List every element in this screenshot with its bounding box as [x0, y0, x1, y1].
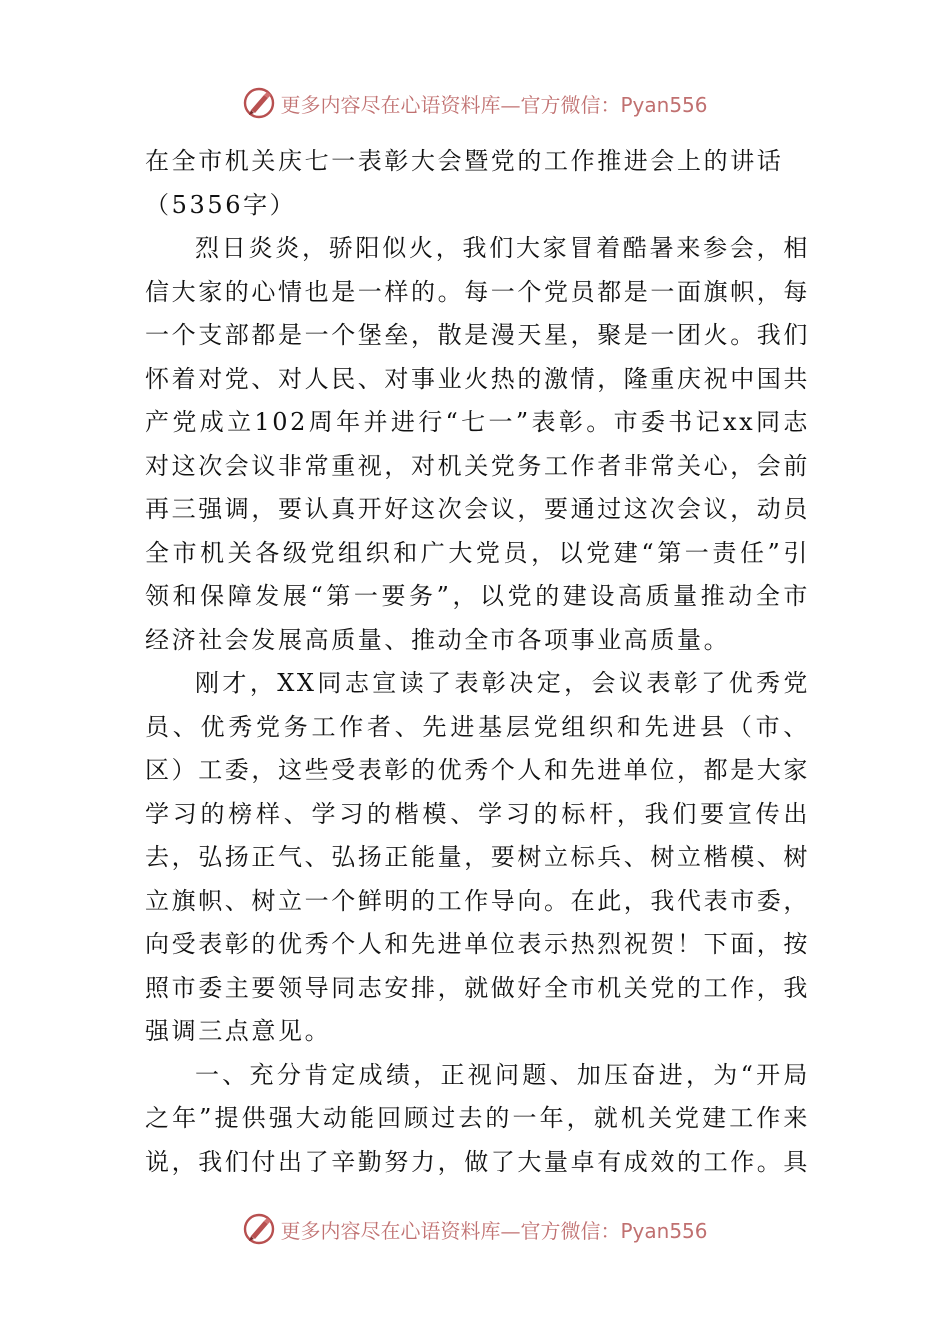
watermark-text: 更多内容尽在心语资料库—官方微信：Pyan556: [280, 92, 708, 117]
document-title: [145, 140, 810, 227]
watermark-header: [0, 83, 950, 123]
watermark-text: 更多内容尽在心语资料库—官方微信：Pyan556: [280, 1218, 708, 1243]
pen-logo-icon: [242, 1212, 276, 1246]
document-body: [145, 140, 810, 1184]
paragraph: 刚才，XX同志宣读了表彰决定，会议表彰了优秀党员、优秀党务工作者、先进基层党组织和先进县（市、区）工委，这些受表彰的优秀个人和先进单位，都是大家学习的榜样、学习的楷模、学习的标杆，我们要宣传出去，弘扬正气、弘扬正能量，要树立标兵、树立楷模、树立旗帜、树立一个鲜明的工作导向。在此，我代表市委，向受表彰的优秀个人和先进单位表示热烈祝贺！下面，按照市委主要领导同志安排，就做好全市机关党的工作，我强调三点意见。: [145, 669, 810, 1045]
title-line: 在全市机关庆七一表彰大会暨党的工作推进会上的讲话: [145, 147, 784, 175]
paragraph: 一、充分肯定成绩，正视问题、加压奋进，为“开局之年”提供强大动能回顾过去的一年，就机关党建工作来说，我们付出了辛勤努力，做了大量卓有成效的工作。具: [145, 1060, 810, 1176]
pen-logo-icon: [242, 86, 276, 120]
word-count: （5356字）: [145, 190, 297, 219]
watermark-footer: [0, 1209, 950, 1249]
paragraph: 烈日炎炎，骄阳似火，我们大家冒着酷暑来参会，相信大家的心情也是一样的。每一个党员都是一面旗帜，每一个支部都是一个堡垒，散是漫天星，聚是一团火。我们怀着对党、对人民、对事业火热的激情，隆重庆祝中国共产党成立102周年并进行“七一”表彰。市委书记xx同志对这次会议非常重视，对机关党务工作者非常关心，会前再三强调，要认真开好这次会议，要通过这次会议，动员全市机关各级党组织和广大党员，以党建“第一责任”引领和保障发展“第一要务”，以党的建设高质量推动全市经济社会发展高质量、推动全市各项事业高质量。: [145, 234, 810, 654]
